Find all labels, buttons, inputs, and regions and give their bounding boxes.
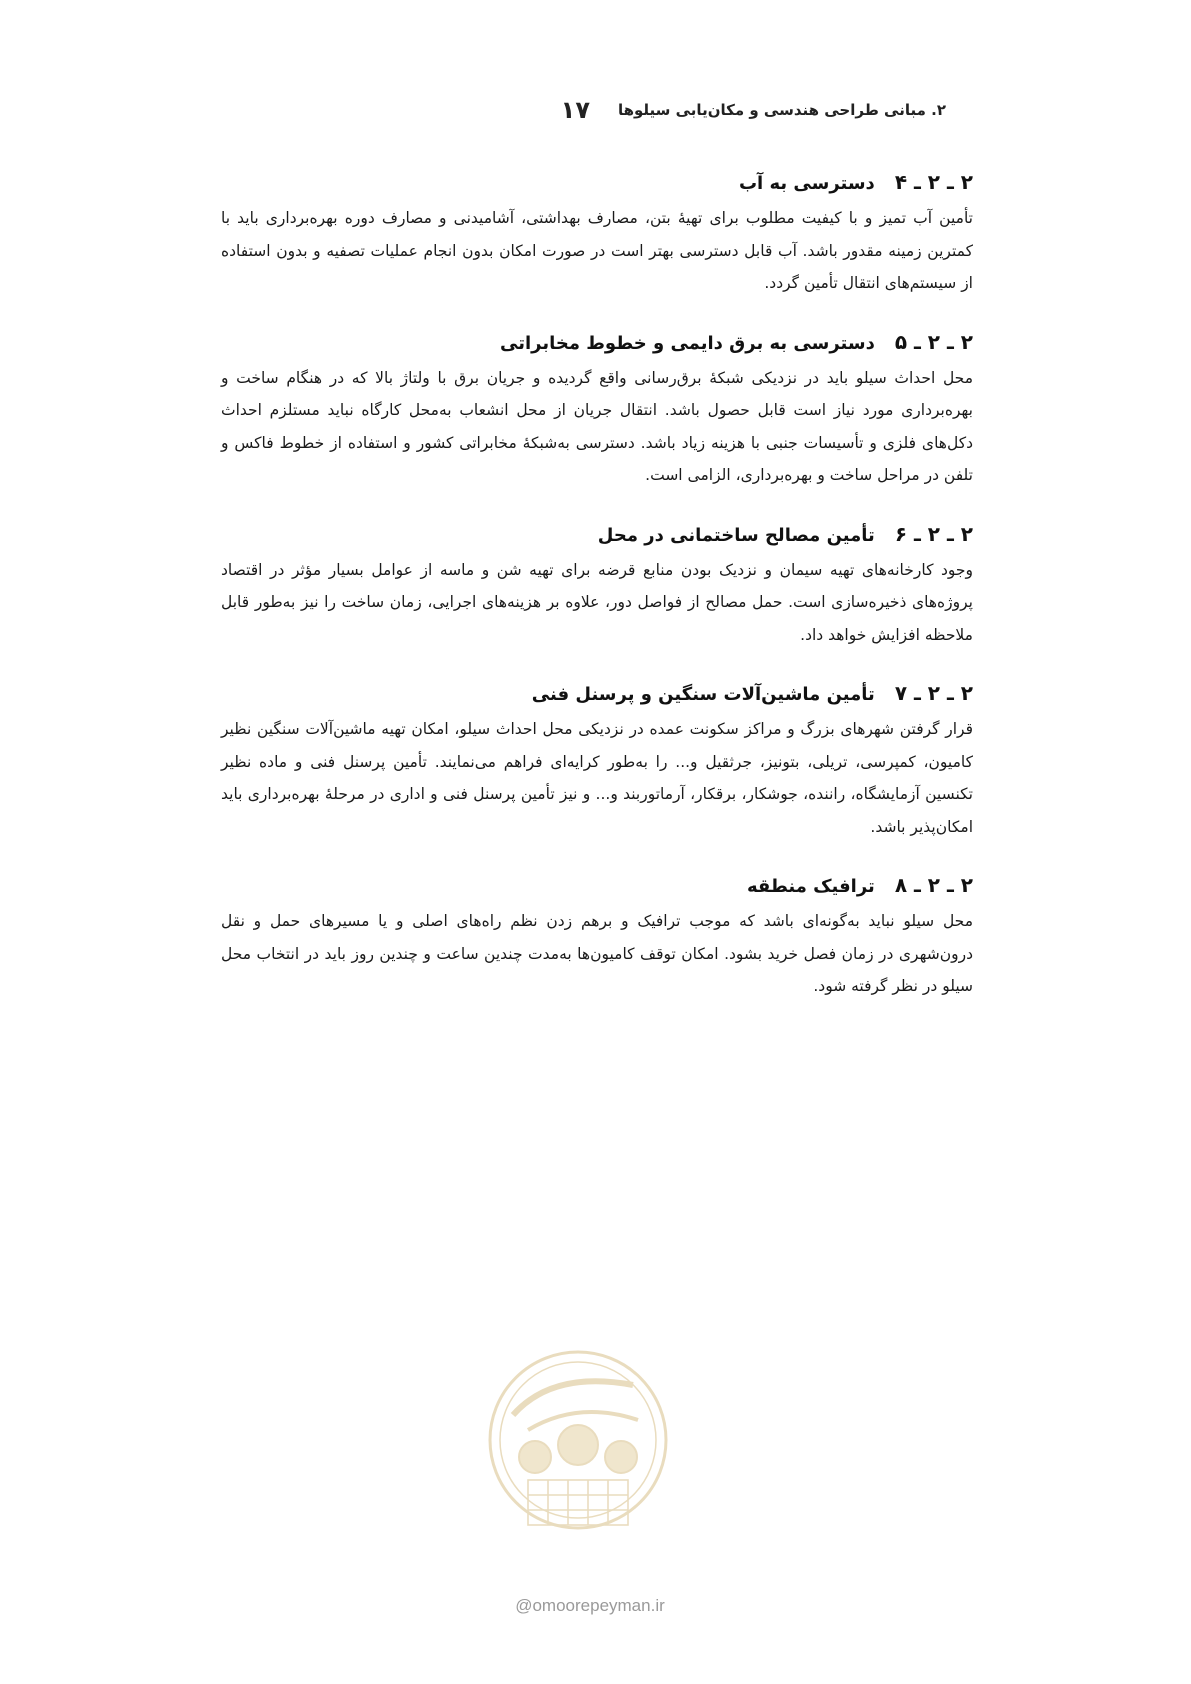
section-heading [221, 170, 973, 194]
section-machinery-personnel [221, 681, 973, 843]
section-number: ۲ ـ ۲ ـ ۷ [894, 681, 973, 705]
section-title: دسترسی به برق دایمی و خطوط مخابراتی [500, 332, 875, 354]
section-body: محل سیلو نباید به‌گونه‌ای باشد که موجب ترافیک و برهم زدن نظم راه‌های اصلی و یا مسیرهای حمل و نقل درون‌شهری در زمان فصل خرید بشود. امکان توقف کامیون‌ها به‌مدت چندین ساعت و چندین روز باید در انتخاب محل سیلو در نظر گرفته شود. [221, 912, 973, 995]
section-heading [221, 873, 973, 897]
watermark-url: @omoorepeyman.ir [515, 1596, 665, 1615]
section-number: ۲ ـ ۲ ـ ۸ [894, 873, 973, 897]
section-power-telecom-access [221, 330, 973, 492]
section-heading [221, 522, 973, 546]
section-number: ۲ ـ ۲ ـ ۵ [894, 329, 973, 354]
section-water-access [221, 170, 973, 300]
section-title: تأمین مصالح ساختمانی در محل [597, 524, 875, 546]
running-header [250, 92, 946, 128]
section-number: ۲ ـ ۲ ـ ۶ [894, 521, 973, 546]
section-title: دسترسی به آب [738, 173, 875, 194]
section-body: قرار گرفتن شهرهای بزرگ و مراکز سکونت عمده در نزدیکی محل احداث سیلو، امکان تهیه ماشین‌آلات سنگین نظیر کامیون، کمپرسی، تریلی، بتونیز، جرثقیل و... را به‌طور کرایه‌ای فراهم می‌نمایند. تأمین پرسنل فنی و ماده نظیر تکنسین آزمایشگاه، راننده، جوشکار، برقکار، آرماتوربند و... و نیز تأمین پرسنل فنی و اداری در مرحلهٔ بهره‌برداری باید امکان‌پذیر باشد. [221, 720, 973, 836]
watermark-seal-icon [483, 1345, 673, 1545]
section-body: وجود کارخانه‌های تهیه سیمان و نزدیک بودن منابع قرضه برای تهیه شن و ماسه از عوامل بسیار مؤثر در اقتصاد پروژه‌های ذخیره‌سازی است. حمل مصالح از فواصل دور، علاوه بر هزینه‌های اجرایی، زمان ساخت را نیز به‌طور قابل ملاحظه افزایش خواهد داد. [221, 560, 973, 644]
section-regional-traffic [221, 873, 973, 1003]
section-building-materials [221, 522, 973, 652]
section-body: تأمین آب تمیز و با کیفیت مطلوب برای تهیهٔ بتن، مصارف بهداشتی، آشامیدنی و مصارف دوره بهره‌برداری باید با کمترین زمینه مقدور باشد. آب قابل دسترسی بهتر است در صورت امکان بدون انجام عملیات تصفیه و بدون استفاده از سیستم‌های انتقال تأمین گردد. [221, 209, 973, 292]
section-heading [221, 681, 973, 705]
section-title: تأمین ماشین‌آلات سنگین و پرسنل فنی [531, 684, 875, 705]
page-number: ۱۷ [560, 96, 590, 124]
section-number: ۲ ـ ۲ ـ ۴ [894, 170, 973, 194]
section-body: محل احداث سیلو باید در نزدیکی شبکهٔ برق‌رسانی واقع گردیده و جریان برق با ولتاژ بالا که در هنگام ساخت و بهره‌برداری مورد نیاز است قابل حصول باشد. انتقال جریان از محل انشعاب به‌محل کارگاه نباید مستلزم احداث دکل‌های فلزی و تأسیسات جنبی با هزینه زیاد باشد. دسترسی به‌شبکهٔ مخابراتی کشور و استفاده از خطوط فاکس و تلفن در مراحل ساخت و بهره‌برداری، الزامی است. [221, 368, 973, 484]
section-title: ترافیک منطقه [746, 876, 875, 897]
running-title: ۲. مبانی طراحی هندسی و مکان‌یابی سیلوها [617, 101, 946, 119]
main-content [221, 170, 973, 1033]
section-heading [221, 330, 973, 354]
